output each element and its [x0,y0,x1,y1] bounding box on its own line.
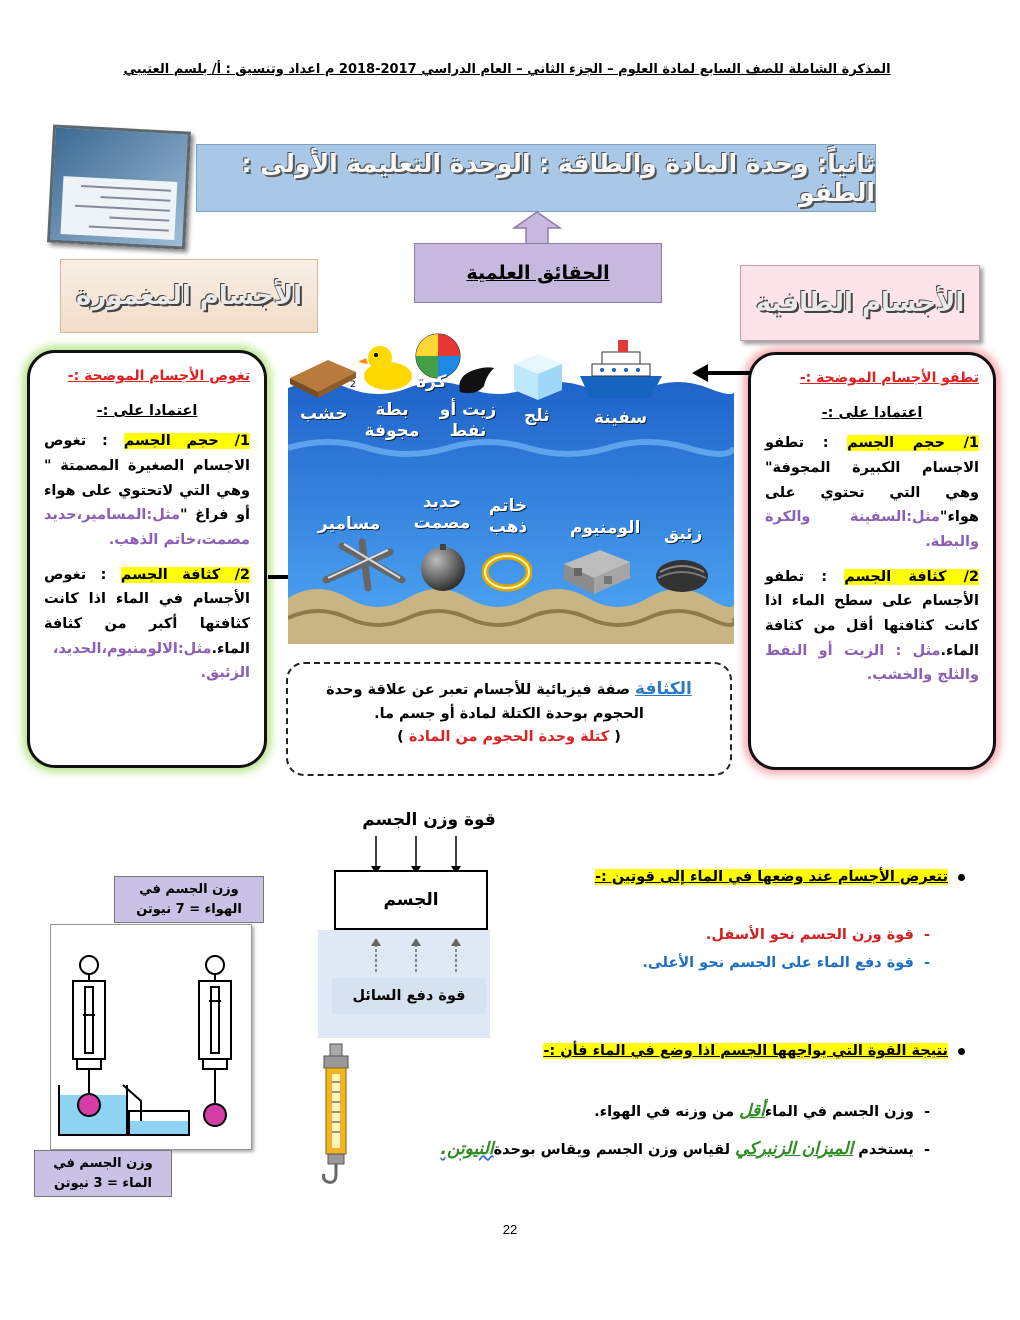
label-wood: خشب [300,404,348,424]
floating-density-examples: مثل : الزيت أو النفط والثلج والخشب. [765,642,979,684]
sinking-objects-panel [27,350,267,768]
ship-icon [578,336,664,402]
aluminum-block-icon [560,546,634,596]
sinking-density-paragraph [44,563,250,686]
sinking-size-examples: مثل:المسامير،حديد مصمت،خاتم الذهب. [44,507,250,548]
floating-density-text: : تطفو الأجسام على سطح الماء اذا كانت كثافتها أقل من كثافة الماء. [765,568,979,659]
iron-ball-icon [418,542,468,592]
rubber-duck-icon [358,340,414,392]
gold-ring-icon [482,552,532,592]
label-nails: مسامير [318,514,381,534]
forces-diagram [318,806,518,1026]
spring-scale-icon [316,1042,356,1188]
weight-in-water-item: - وزن الجسم في الماءأقل من وزنه في الهواء. [594,1101,930,1121]
density-term: الكثافة [635,679,692,699]
sinking-panel-title: تغوص الأجسام الموضحة :- [67,368,250,384]
density-note [304,726,714,749]
label-ship: سفينة [594,408,648,428]
weight-force-item-text: قوة وزن الجسم نحو الأسفل. [705,927,914,943]
sinking-size-heading: 1/ حجم الجسم [123,433,250,450]
forces-bullet-heading [540,866,965,889]
label-aluminum: الومنيوم [570,518,641,538]
bullet-dot-icon [958,874,965,881]
weight-in-water-a: وزن الجسم في الماء [764,1104,914,1120]
floating-objects-panel [748,352,996,770]
object-body: الجسم [334,870,488,930]
thumbnail-contents [60,176,177,240]
result-bullet [490,1040,965,1063]
label-ice: ثلج [524,406,550,426]
wood-block-icon [288,358,358,398]
label-mercury: زئبق [664,524,703,544]
sinking-size-paragraph [44,429,250,552]
spring-balance-drawing [49,925,251,1151]
ice-cube-icon [510,350,566,402]
sinking-density-text: : تغوص الأجسام في الماء اذا كانت كثافتها أكبر من كثافة الماء. [44,566,250,657]
up-arrow-icon [512,210,562,245]
spring-scale-item: - يستخدم الميزان الزنبركي لقياس وزن الجسم ويقاس بوحدةالنيوتن. [440,1139,930,1159]
buoyancy-force-item-text: قوة دفع الماء على الجسم نحو الأعلى. [642,955,914,971]
label-solid-iron: حديد مصمت [413,492,471,534]
note-close-paren: ) [397,729,409,746]
forces-heading-text: تتعرض الأجسام عند وضعها في الماء إلى قوتين :- [595,869,948,885]
weight-in-air-tag: وزن الجسم في الهواء = 7 نيوتن [114,876,264,923]
spring-balance-experiment [50,924,252,1150]
floating-size-paragraph [765,431,979,554]
page-header: المذكرة الشاملة للصف السابع لمادة العلوم – الجزء الثاني – العام الدراسي 2017-2018 م اعداد وتنسيق : أ/ بلسم العتيبي [123,62,891,77]
density-definition-box [286,662,732,776]
floating-panel-title: تطفو الأجسام الموضحة :- [799,370,979,386]
weight-in-water-c: من وزنه في الهواء. [594,1104,740,1120]
book-thumbnail-image [47,124,191,249]
floating-size-examples: مثل:السفينة والكرة والبطة. [765,509,979,550]
floating-size-text: : تطفو الاجسام الكبيرة المجوفة" وهي التي تحتوي على هواء" [765,435,979,526]
density-description: صفة فيزيائية للأجسام تعبر عن علاقة وحدة الحجوم بوحدة الكتلة لمادة أو جسم ما. [326,682,644,723]
unit-title: ثانياً: وحدة المادة والطاقة : الوحدة التعليمة الأولى : الطفو [196,144,876,212]
label-oil: زيت أو نفط [439,400,497,442]
spring-scale-a: يستخدم [853,1142,914,1158]
floating-size-heading: 1/ حجم الجسم [847,435,979,452]
result-heading-text: نتيجة القوة التي يواجهها الجسم اذا وضع في الماء فأن :- [543,1043,948,1059]
submerged-objects-label: الأجسام المغمورة [60,259,318,333]
buoyancy-force-item: - قوة دفع الماء على الجسم نحو الأعلى. [642,955,930,971]
density-note-text: كتلة وحدة الحجوم من المادة [408,729,610,746]
weight-force-item: - قوة وزن الجسم نحو الأسفل. [705,927,930,943]
label-gold-ring: خاتم ذهب [488,496,528,538]
buoyancy-force-label: قوة دفع السائل [332,978,486,1014]
small-number: 2 [350,380,356,390]
floating-depends-on: اعتمادا على :- [821,404,923,421]
oil-drop-icon [456,366,496,396]
forces-bullet [540,866,965,889]
label-hollow-duck: بطة مجوفة [364,400,420,442]
label-ball: كرة [416,372,447,392]
weight-in-water-less: أقل [739,1101,765,1121]
scientific-facts-heading: الحقائق العلمية [414,243,662,303]
up-arrows-icon [358,936,488,976]
sinking-density-examples: مثل:الالومنيوم،الحديد، الزئبق. [52,640,250,682]
spring-scale-term: الميزان الزنبركي [735,1139,854,1159]
note-open-paren: ( [609,729,621,746]
sinking-depends-on: اعتمادا على :- [96,402,198,419]
water-scene-illustration [288,348,734,644]
weight-in-water-tag: وزن الجسم في الماء = 3 نيوتن [34,1150,172,1197]
floating-density-heading: 2/ كثافة الجسم [844,568,979,585]
newton-unit: النيوتن. [440,1139,494,1159]
sinking-density-heading: 2/ كثافة الجسم [120,566,250,583]
bullet-dot-icon [958,1048,965,1055]
result-bullet-heading [490,1040,965,1063]
page-number: 22 [502,1222,518,1237]
sinking-size-text: : تغوص الاجسام الصغيرة المصمتة " وهي التي لاتحتوي على هواء أو فراغ " [44,433,250,524]
nails-icon [316,536,408,592]
spring-scale-c: لقياس وزن الجسم ويقاس بوحدة [493,1142,736,1158]
density-definition-text [304,676,714,726]
floating-density-paragraph [765,565,979,688]
mercury-stone-icon [654,554,710,594]
floating-objects-label: الأجسام الطافية [740,265,980,341]
weight-force-label: قوة وزن الجسم [362,810,496,830]
